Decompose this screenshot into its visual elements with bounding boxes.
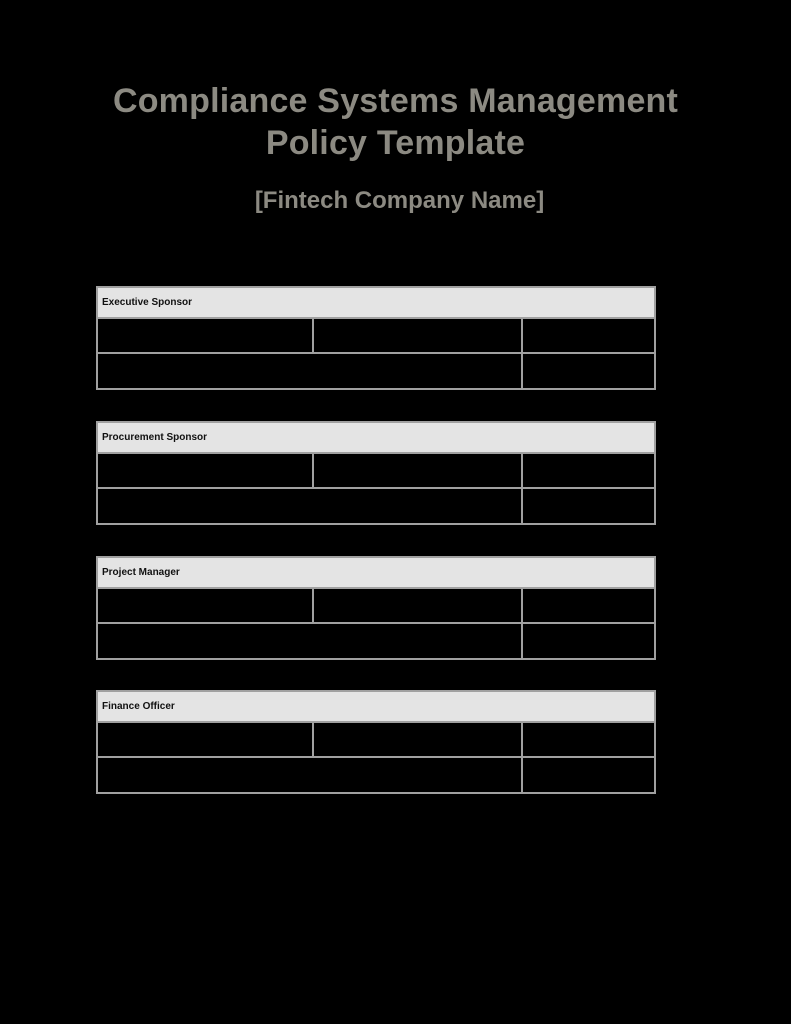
document-title <box>0 80 791 164</box>
title-field[interactable] <box>312 452 523 489</box>
name-field[interactable] <box>96 587 314 624</box>
signature-field[interactable] <box>96 622 523 660</box>
signature-date-field[interactable] <box>521 756 656 794</box>
role-header: Finance Officer <box>96 690 656 723</box>
signoff-table-project-manager <box>96 556 656 660</box>
signoff-table-executive-sponsor <box>96 286 656 390</box>
name-field[interactable] <box>96 452 314 489</box>
signoff-table-procurement-sponsor <box>96 421 656 525</box>
signature-field[interactable] <box>96 352 523 390</box>
signature-field[interactable] <box>96 487 523 525</box>
role-header: Project Manager <box>96 556 656 589</box>
title-field[interactable] <box>312 721 523 758</box>
signature-field[interactable] <box>96 756 523 794</box>
role-header: Procurement Sponsor <box>96 421 656 454</box>
title-line-2: Policy Template <box>265 124 526 162</box>
title-field[interactable] <box>312 317 523 354</box>
signature-date-field[interactable] <box>521 622 656 660</box>
name-field[interactable] <box>96 721 314 758</box>
signature-date-field[interactable] <box>521 352 656 390</box>
role-header: Executive Sponsor <box>96 286 656 319</box>
date-field[interactable] <box>521 721 656 758</box>
signature-date-field[interactable] <box>521 487 656 525</box>
title-field[interactable] <box>312 587 523 624</box>
date-field[interactable] <box>521 452 656 489</box>
date-field[interactable] <box>521 317 656 354</box>
title-line-1: Compliance Systems Management <box>112 82 679 120</box>
company-name-placeholder: [Fintech Company Name] <box>254 187 545 214</box>
name-field[interactable] <box>96 317 314 354</box>
signoff-table-finance-officer <box>96 690 656 794</box>
date-field[interactable] <box>521 587 656 624</box>
